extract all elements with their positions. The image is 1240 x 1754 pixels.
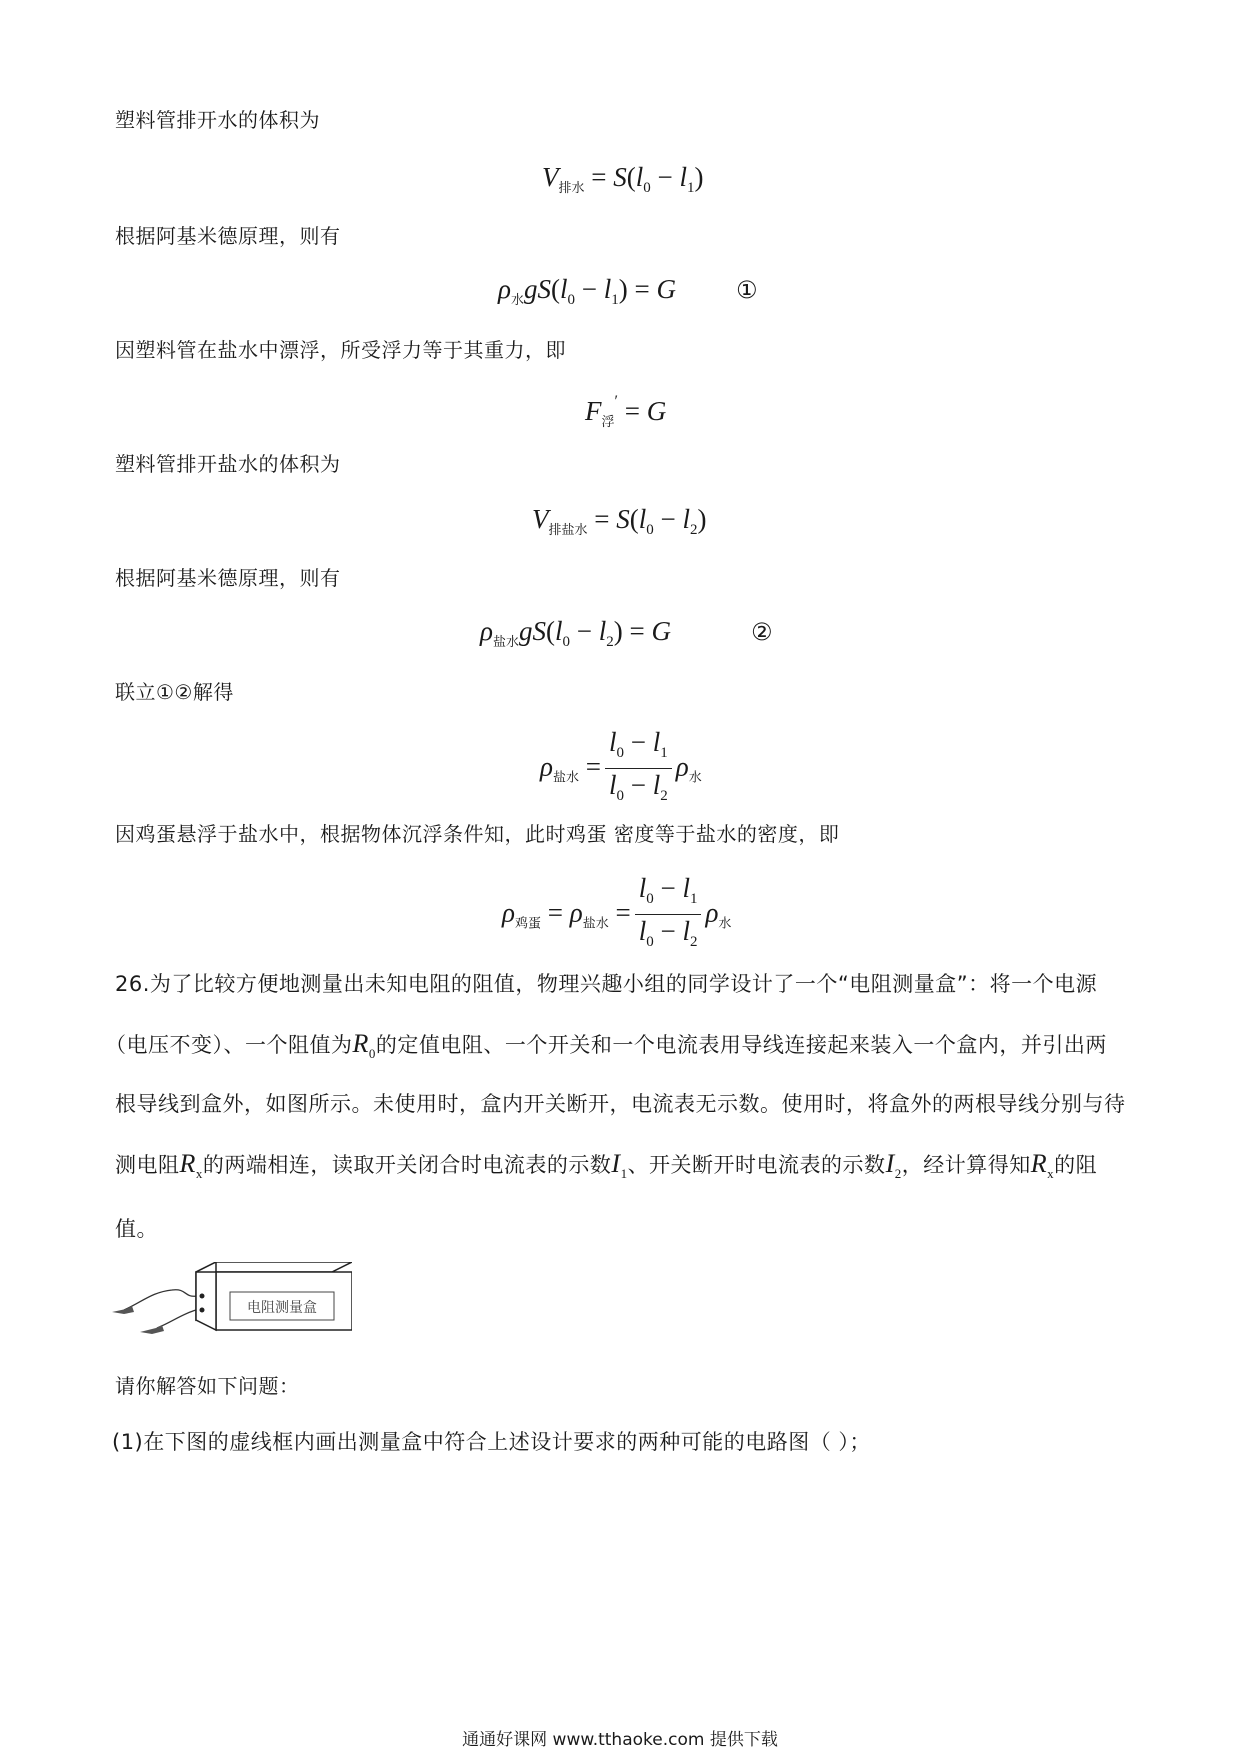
formula-1: $\rho_水gS(l_0 - l_1) = G$ ①: [498, 274, 758, 308]
formula-rho-egg: $\rho_{鸡蛋} = \rho_{盐水}$ = $\frac{l_0 - l_1}{l_0 - l_2}$ $\rho_水$: [502, 873, 732, 950]
question-prompt: 请你解答如下问题：: [115, 1374, 300, 1398]
formula-v-water: $V_{排水} = S(l_0 - l_1)$: [542, 162, 704, 196]
formula-rho-saltwater: $\rho_{盐水}$ = $\frac{l_0 - l_1}{l_0 - l_2}$ $\rho_水$: [540, 727, 702, 804]
text-line: 根据阿基米德原理，则有: [115, 566, 341, 590]
text-line: 因鸡蛋悬浮于盐水中，根据物体沉浮条件知，此时鸡蛋 密度等于盐水的密度，即: [115, 822, 840, 846]
question-text: 根导线到盒外，如图所示。未使用时，盒内开关断开，电流表无示数。使用时，将盒外的两根导线分别与待: [115, 1092, 1126, 1116]
sub-question-1: (1)在下图的虚线框内画出测量盒中符合上述设计要求的两种可能的电路图（ ）；: [112, 1430, 871, 1454]
question-text: 值。: [115, 1217, 158, 1241]
formula-2: $\rho_{盐水}gS(l_0 - l_2) = G$ ②: [480, 616, 773, 650]
question-text: 测电阻$R_x$的两端相连，读取开关闭合时电流表的示数$I_1$、开关断开时电流表的示数$I_2$，经计算得知$R_x$的阻: [115, 1149, 1098, 1182]
measuring-box-figure: [112, 1262, 352, 1342]
formula-f-buoy: $F_浮' = G$: [585, 393, 667, 430]
text-line: 根据阿基米德原理，则有: [115, 224, 341, 248]
question-text: 26.为了比较方便地测量出未知电阻的阻值，物理兴趣小组的同学设计了一个“电阻测量盒”：将一个电源: [115, 972, 1098, 996]
formula-v-saltwater: $V_{排盐水} = S(l_0 - l_2)$: [532, 504, 707, 538]
text-line: 因塑料管在盐水中漂浮，所受浮力等于其重力，即: [115, 338, 566, 362]
text-line: 联立①②解得: [115, 680, 234, 704]
page-footer: 通通好课网 www.tthaoke.com 提供下载: [462, 1730, 778, 1750]
box-label: 电阻测量盒: [247, 1300, 317, 1316]
question-text: （电压不变）、一个阻值为$R_0$的定值电阻、一个开关和一个电流表用导线连接起来装入一个盒内，并引出两: [105, 1029, 1107, 1062]
text-line: 塑料管排开水的体积为: [115, 108, 320, 132]
text-line: 塑料管排开盐水的体积为: [115, 452, 341, 476]
